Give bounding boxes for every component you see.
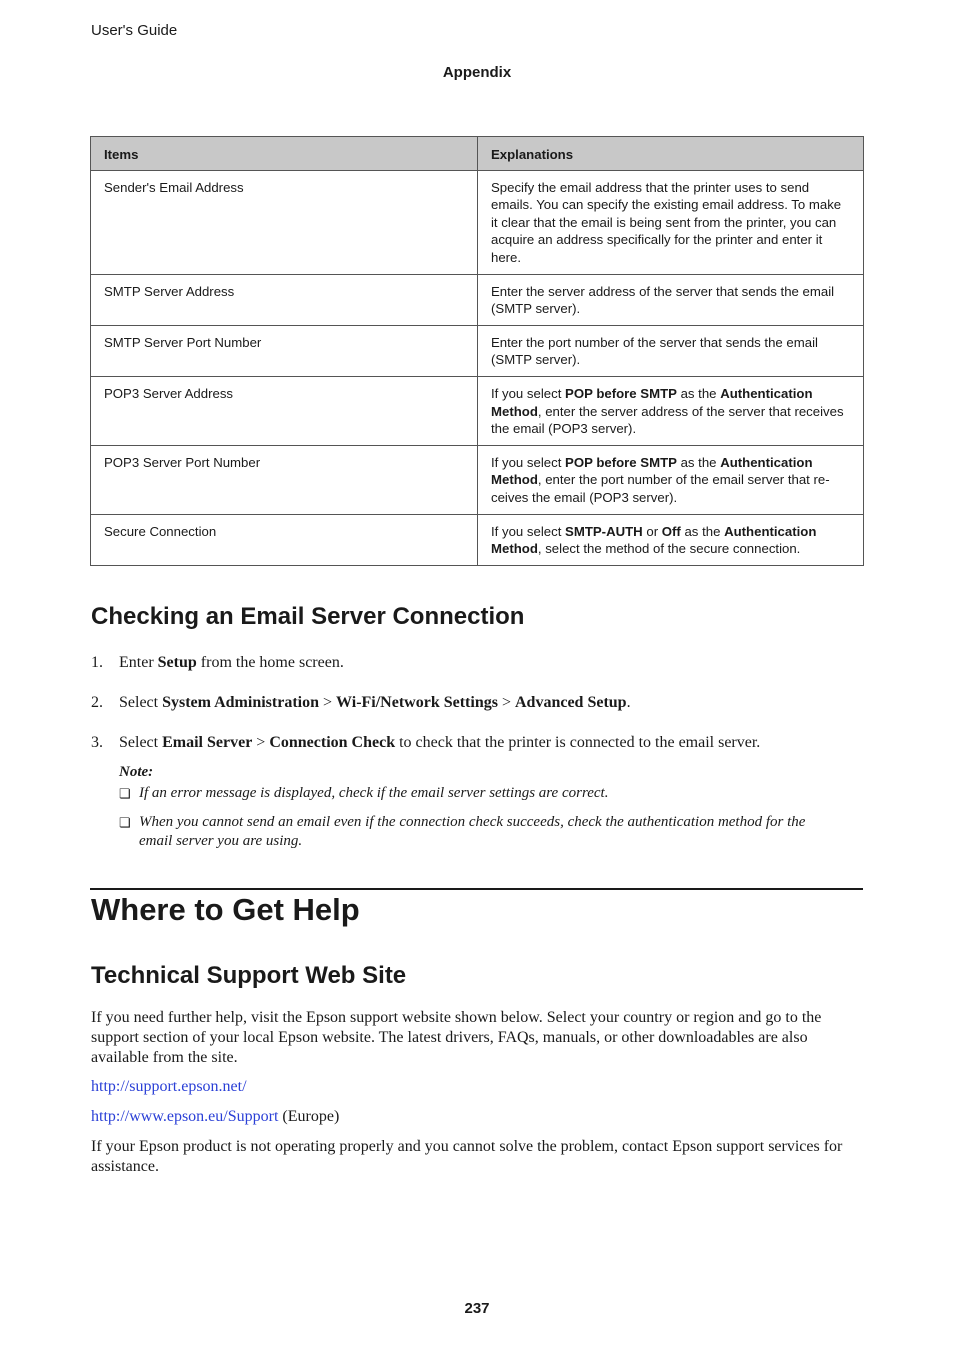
table-row — [91, 325, 864, 376]
explanation-text: , enter the port number of the email server that re- ceives the email (POP3 server). — [491, 472, 830, 505]
chapter-heading-help: Where to Get Help — [91, 892, 360, 927]
column-header-explanations: Explanations — [478, 137, 864, 171]
note-text: When you cannot send an email even if the connection check succeeds, check the authentication method for the email server you are using. — [139, 814, 806, 849]
step-item — [91, 694, 631, 712]
table-cell-explanation — [478, 170, 864, 274]
explanation-text: or — [642, 523, 662, 539]
explanation-bold-term: POP before SMTP — [565, 454, 677, 470]
chapter-divider — [90, 888, 863, 890]
step-text: Select — [119, 694, 163, 711]
explanation-text: If you select — [491, 523, 566, 539]
explanation-text: as the — [676, 385, 721, 401]
note-text: If an error message is displayed, check if the email server settings are correct. — [139, 785, 609, 801]
contact-paragraph: If your Epson product is not operating properly and you cannot solve the problem, contact Epson support services for assistance. — [91, 1138, 843, 1175]
note-item — [119, 784, 839, 803]
explanation-text: , enter the server address of the server that receives the email (POP3 server). — [491, 403, 844, 437]
explanation-text: Enter the server address of the server that sends the email (SMTP server). — [491, 283, 835, 317]
explanation-text: Specify the email address that the printer uses to send emails. You can specify the existing email address. To make it clear that the email is being sent from the printer, you can acquire an address specifically for the printer and enter it here. — [491, 179, 842, 265]
step-text: to check that the printer is connected to the email server. — [395, 734, 761, 751]
step-text: > — [319, 694, 337, 711]
explanation-text: If you select — [491, 385, 566, 401]
table-cell-item: SMTP Server Address — [91, 274, 478, 325]
step-number: 3. — [91, 734, 103, 751]
checkbox-bullet-icon: ❏ — [119, 786, 131, 801]
europe-suffix: (Europe) — [278, 1108, 340, 1125]
step-text: > — [252, 734, 270, 751]
table-cell-item: POP3 Server Address — [91, 376, 478, 445]
column-header-items: Items — [91, 137, 478, 171]
explanation-text: as the — [676, 454, 721, 470]
table-row — [91, 274, 864, 325]
explanation-text: If you select — [491, 454, 566, 470]
checkbox-bullet-icon: ❏ — [119, 815, 131, 830]
menu-path-term: Advanced Setup — [514, 694, 627, 711]
step-text: Enter — [119, 654, 158, 671]
table-cell-item: POP3 Server Port Number — [91, 445, 478, 514]
table-cell-item: SMTP Server Port Number — [91, 325, 478, 376]
table-cell-explanation — [478, 445, 864, 514]
support-paragraph: If you need further help, visit the Epson support website shown below. Select your country or region and go to the support section of your local Epson website. The latest drivers, FAQs, manuals, or other downloadables are also available from the site. — [91, 1009, 822, 1066]
step-text: . — [626, 694, 631, 711]
step-number: 1. — [91, 654, 103, 671]
step-text: Select — [119, 734, 163, 751]
running-head: User's Guide — [91, 22, 178, 39]
support-link-line — [91, 1077, 866, 1097]
table-cell-item: Secure Connection — [91, 514, 478, 565]
section-title-checking: Checking an Email Server Connection — [91, 603, 525, 630]
section-title-support: Technical Support Web Site — [91, 962, 407, 989]
menu-path-term: Email Server — [162, 734, 253, 751]
table-cell-explanation — [478, 274, 864, 325]
explanation-text: as the — [680, 523, 725, 539]
step-text: from the home screen. — [196, 654, 344, 671]
table-cell-explanation — [478, 376, 864, 445]
chapter-title: Appendix — [442, 64, 512, 81]
table-cell-item: Sender's Email Address — [91, 170, 478, 274]
email-settings-table — [90, 136, 864, 566]
explanation-bold-term: Off — [661, 523, 681, 539]
step-number: 2. — [91, 694, 103, 711]
table-row — [91, 445, 864, 514]
explanation-bold-term: POP before SMTP — [565, 385, 677, 401]
support-link-europe[interactable]: http://www.epson.eu/Support — [91, 1108, 279, 1125]
step-item — [91, 654, 344, 672]
table-cell-explanation — [478, 325, 864, 376]
explanation-bold-term: Authentication Method — [491, 454, 813, 488]
table-header-row — [91, 137, 864, 171]
step-item — [91, 734, 760, 752]
table-cell-explanation — [478, 514, 864, 565]
support-link-global[interactable]: http://support.epson.net/ — [91, 1078, 247, 1095]
step-text: > — [497, 694, 515, 711]
explanation-text: , select the method of the secure connection. — [537, 541, 801, 557]
menu-path-term: Setup — [157, 654, 197, 671]
explanation-bold-term: SMTP-AUTH — [565, 523, 643, 539]
menu-path-term: Connection Check — [269, 734, 396, 751]
menu-path-term: System Administration — [162, 694, 319, 711]
note-item — [119, 813, 839, 851]
menu-path-term: Wi-Fi/Network Settings — [336, 694, 498, 711]
note-title: Note: — [119, 764, 154, 780]
explanation-bold-term: Authentication Method — [491, 385, 813, 419]
table-row — [91, 514, 864, 565]
table-row — [91, 376, 864, 445]
page-number: 237 — [464, 1300, 490, 1317]
explanation-bold-term: Authentication Method — [491, 523, 817, 557]
table-row — [91, 170, 864, 274]
support-link-line-europe — [91, 1107, 866, 1127]
explanation-text: Enter the port number of the server that sends the email (SMTP server). — [491, 334, 818, 368]
